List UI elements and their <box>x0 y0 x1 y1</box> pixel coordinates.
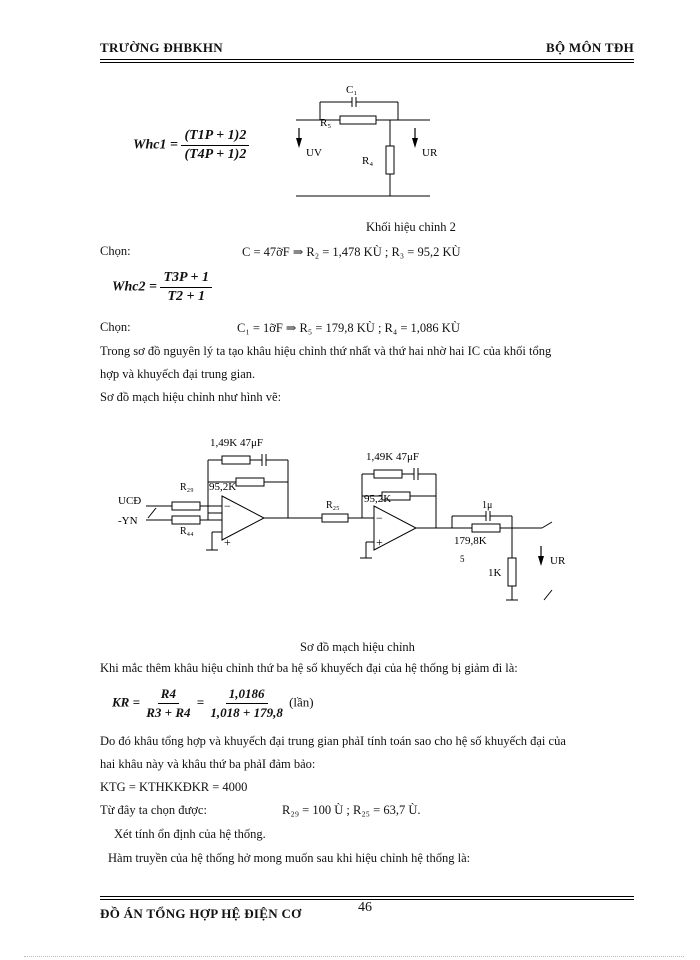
footer-title: ĐỒ ÁN TỔNG HỢP HỆ ĐIỆN CƠ <box>100 906 302 921</box>
diagram1-r5-label: R₅ <box>320 117 332 129</box>
svg-text:+: + <box>376 535 383 549</box>
circuit-r25-label: R₂₅ <box>326 500 340 511</box>
circuit-yn-label: -YN <box>118 515 138 527</box>
paragraph-gain-reduction: Khi mắc thêm khâu hiệu chỉnh thứ ba hệ số khuyếch đại của hệ thống bị giảm đi là: <box>100 661 518 675</box>
diagram1-r4-label: R₄ <box>362 155 374 167</box>
formula-whc2-denominator: T2 + 1 <box>167 289 205 304</box>
formula-whc2 <box>112 270 212 305</box>
header-rule-thin <box>100 62 634 63</box>
paragraph-stability: Xét tính ổn định của hệ thống. <box>114 827 266 841</box>
svg-text:−: − <box>224 499 231 513</box>
diagram1-c1-label: C₁ <box>346 84 358 96</box>
formula-whc1-lhs: Whc1 = <box>133 137 178 153</box>
header-school: TRƯỜNG ĐHBKHN <box>100 40 223 55</box>
circuit-r-note: 5 <box>460 554 465 564</box>
formula-whc2-numerator: T3P + 1 <box>160 270 212 288</box>
circuit-fb1-resistor: 95,2K <box>209 481 237 493</box>
page-number: 46 <box>358 900 372 915</box>
choice1-text: C = 47ỡF ⇒ R₂ = 1,478 KÙ ; R₃ = 95,2 KÙ <box>242 245 461 259</box>
footer-rule <box>100 896 634 897</box>
page-bottom-dotted-line <box>24 956 684 957</box>
paragraph-intro-line2: hợp và khuyếch đại trung gian. <box>100 367 256 381</box>
svg-text:+: + <box>224 535 231 549</box>
formula-whc2-lhs: Whc2 = <box>112 279 157 295</box>
formula-kr-frac1-num: R4 <box>158 686 179 704</box>
paragraph-intro-line1: Trong sơ đồ nguyên lý ta tạo khâu hiệu chỉnh thứ nhất và thứ hai nhờ hai IC của khối tổng <box>100 344 552 358</box>
circuit-fb2-label: 1,49K 47μF <box>366 451 419 463</box>
paragraph-design-line4-value: R₂₉ = 100 Ù ; R₂₅ = 63,7 Ù. <box>282 803 421 817</box>
formula-kr-frac2-num: 1,0186 <box>226 686 268 704</box>
header-department: BỘ MÔN TĐH <box>546 40 634 55</box>
diagram1-uv-label: UV <box>306 147 322 159</box>
circuit-r29-label: R₂₉ <box>180 482 194 493</box>
diagram-correction-block-2 <box>290 78 450 208</box>
formula-kr-frac2-den: 1,018 + 179,8 <box>210 705 283 720</box>
formula-kr-lhs: KR = <box>112 694 140 710</box>
formula-whc1-numerator: (T1P + 1)2 <box>181 128 249 146</box>
paragraph-transfer-function: Hàm truyền của hệ thống hở mong muốn sau khi hiệu chỉnh hệ thống là: <box>108 851 471 865</box>
circuit-fb2-resistor: 95,2K <box>364 493 392 505</box>
formula-kr: KR = $\frac{R4}{R3 + R4}$ = $\frac{1,0186}{1,018 + 179,8}$ (lần) <box>112 686 314 720</box>
circuit-r1798-label: 179,8K <box>454 535 487 547</box>
circuit-c-small-label: 1μ <box>482 500 493 511</box>
paragraph-intro <box>100 340 634 409</box>
circuit-r1k-label: 1K <box>488 567 502 579</box>
circuit-ucd-label: UCĐ <box>118 495 142 507</box>
formula-kr-frac1-den: R3 + R4 <box>146 705 191 720</box>
paragraph-design <box>100 730 634 799</box>
circuit-ur-label: UR <box>550 555 566 567</box>
choice2-label: Chọn: <box>100 320 131 334</box>
paragraph-design-line2: hai khâu này và khâu thứ ba phảI đảm bảo: <box>100 757 316 771</box>
circuit-fb1-label: 1,49K 47μF <box>210 437 263 449</box>
paragraph-design-line4-label: Từ đây ta chọn được: <box>100 803 207 817</box>
circuit-caption: Sơ đồ mạch hiệu chỉnh <box>300 640 415 654</box>
svg-text:−: − <box>376 511 383 525</box>
header-rule <box>100 59 634 60</box>
circuit-diagram <box>112 428 572 608</box>
choice1-label: Chọn: <box>100 244 131 258</box>
circuit-r44-label: R₄₄ <box>180 526 194 537</box>
diagram1-ur-label: UR <box>422 147 438 159</box>
choice2-text: C₁ = 1ỡF ⇒ R₅ = 179,8 KÙ ; R₄ = 1,086 KÙ <box>237 321 460 335</box>
paragraph-design-line3: KTG = KTHKKĐKR = 4000 <box>100 780 248 794</box>
paragraph-intro-line3: Sơ đồ mạch hiệu chỉnh như hình vẽ: <box>100 390 282 404</box>
paragraph-design-line1: Do đó khâu tổng hợp và khuyếch đại trung gian phảI tính toán sao cho hệ số khuyếch đại của <box>100 734 566 748</box>
diagram1-caption: Khối hiệu chỉnh 2 <box>366 220 456 234</box>
formula-whc1 <box>133 128 249 163</box>
formula-whc1-denominator: (T4P + 1)2 <box>184 147 247 162</box>
formula-kr-unit: (lần) <box>289 694 314 710</box>
